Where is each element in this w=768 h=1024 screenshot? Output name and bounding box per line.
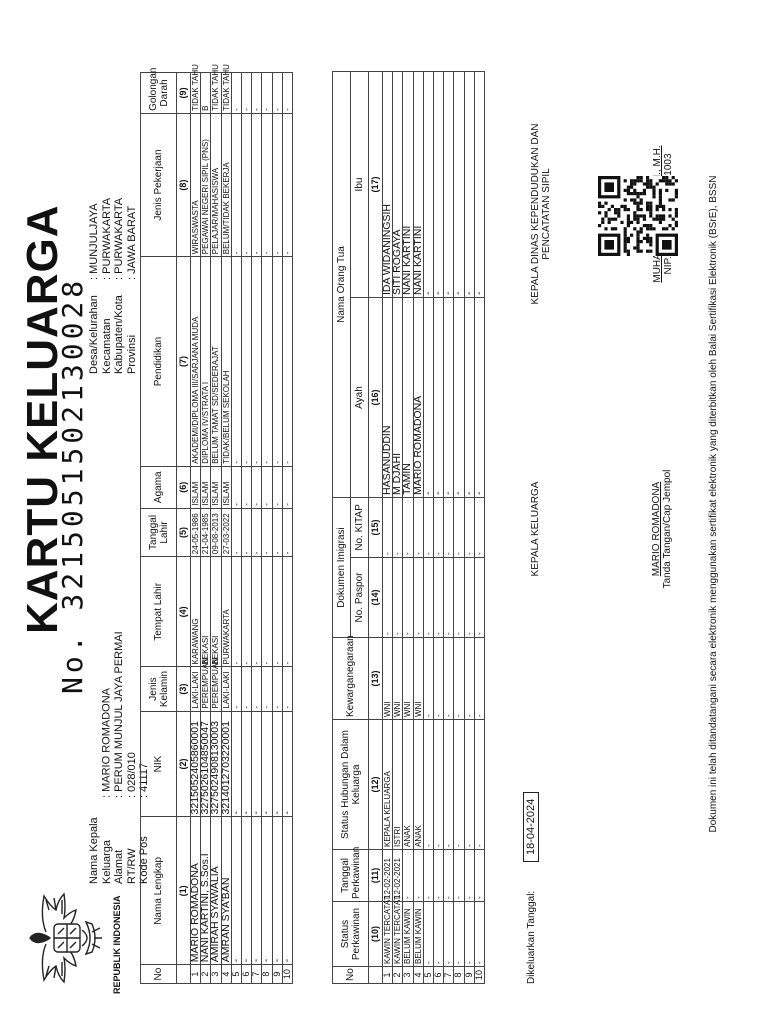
table-cell: - [231, 667, 241, 711]
t1-header: Golongan Darah [141, 73, 177, 114]
table-cell: - [252, 466, 262, 508]
table-cell: - [241, 667, 251, 711]
t1-header: Tempat Lahir [141, 557, 177, 667]
table-cell: AKADEMI/DIPLOMA III/SARJANA MUDA [191, 257, 201, 467]
kepala-keluarga-name: MARIO ROMADONA [651, 481, 662, 577]
table-row [211, 73, 221, 984]
t2-col-number: (14) [369, 558, 383, 638]
info-value: : JAWA BARAT [125, 205, 138, 280]
table-cell: - [423, 850, 433, 902]
table-row [191, 73, 201, 984]
info-label: Alamat [113, 849, 125, 884]
table-cell: - [454, 558, 464, 638]
republic-label: REPUBLIK INDONESIA [112, 895, 122, 994]
table-cell: - [444, 558, 454, 638]
table-cell: 2 [393, 967, 403, 984]
t2-col-number: (15) [369, 498, 383, 558]
table-cell: TIDAK TAHU [191, 73, 201, 114]
table-cell: - [241, 113, 251, 256]
garuda-emblem-icon [24, 892, 106, 984]
t2-col-number: (13) [369, 638, 383, 720]
table-cell: - [444, 498, 454, 558]
table-cell: - [474, 638, 484, 720]
t1-col-number: (4) [177, 557, 191, 667]
table-cell: 8 [454, 967, 464, 984]
table-row [413, 72, 423, 984]
t1-col-number: (1) [177, 817, 191, 965]
table-cell: - [262, 257, 272, 467]
table-cell: - [272, 73, 282, 114]
table-cell: - [282, 667, 292, 711]
table-cell: 5 [231, 965, 241, 984]
info-label: Provinsi [125, 334, 138, 374]
t1-col-number: (6) [177, 466, 191, 508]
info-row [113, 631, 126, 884]
table-cell: - [423, 298, 433, 498]
table-cell: BEKASI [201, 557, 211, 667]
table-cell: - [282, 508, 292, 557]
table-cell: - [464, 72, 474, 298]
table-cell: - [444, 72, 454, 298]
table-cell: PEREMPUAN [211, 667, 221, 711]
table-cell: - [272, 817, 282, 965]
t2-col-number: (11) [369, 850, 383, 902]
table-cell: - [454, 720, 464, 850]
t2-col-number: (16) [369, 298, 383, 498]
table-cell: - [262, 711, 272, 817]
table-cell: - [403, 498, 413, 558]
table-cell: 9 [272, 965, 282, 984]
table-cell: - [241, 711, 251, 817]
table-cell: 3275026104850047 [201, 711, 211, 817]
t1-col-number: (7) [177, 257, 191, 467]
family-card-number: No. 3215051502130028 [56, 276, 89, 694]
table-cell: - [272, 508, 282, 557]
table-cell: WNI [403, 638, 413, 720]
t2-header-kitap: No. KITAP [351, 498, 369, 558]
table-cell: - [241, 557, 251, 667]
table-cell: - [252, 667, 262, 711]
table-cell: TIDAK TAHU [221, 73, 231, 114]
table-row [383, 72, 393, 984]
table-row [201, 73, 211, 984]
kepala-dinas-label-2: PENCATATAN SIPIL [541, 168, 552, 260]
table-cell: - [262, 667, 272, 711]
table-cell: 6 [241, 965, 251, 984]
info-label: Desa/Kelurahan [88, 295, 100, 374]
table-cell: 3275024908130003 [211, 711, 221, 817]
t1-col-number: (9) [177, 73, 191, 114]
table-row [221, 73, 231, 984]
table-cell: 09-08-2013 [211, 508, 221, 557]
table-cell: - [393, 498, 403, 558]
table-cell: - [454, 72, 464, 298]
table-cell: 27-03-2022 [221, 508, 231, 557]
info-label: Kode Pos [138, 836, 150, 884]
table-cell: - [454, 850, 464, 902]
info-value: : 028/010 [125, 752, 138, 798]
table-cell: 5 [423, 967, 433, 984]
table-cell: - [433, 638, 443, 720]
t1-header: Jenis Kelamin [141, 667, 177, 711]
table-cell: ISTRI [393, 720, 403, 850]
info-value: : MARIO ROMADONA [100, 687, 113, 798]
table-cell: SITI ROGAYA [393, 72, 403, 298]
region-info [88, 198, 138, 374]
table-cell: - [282, 557, 292, 667]
table-cell: - [241, 73, 251, 114]
table-cell: - [433, 498, 443, 558]
table-cell: - [413, 498, 423, 558]
t2-header-tanggal: Tanggal Perkawinan [333, 850, 369, 902]
table-cell: 3 [211, 965, 221, 984]
table-cell: 2 [201, 965, 211, 984]
table-cell: - [444, 720, 454, 850]
table-cell: BELUM/TIDAK BEKERJA [221, 113, 231, 256]
info-row [113, 198, 126, 374]
table-cell: ISLAM [221, 466, 231, 508]
table-cell: - [252, 711, 262, 817]
t2-header-ibu: Ibu [351, 72, 369, 298]
info-row [126, 198, 139, 374]
info-row [126, 631, 139, 884]
t1-col-number: (8) [177, 113, 191, 256]
table-cell: - [474, 72, 484, 298]
table-cell: - [262, 466, 272, 508]
table-row [403, 72, 413, 984]
table-cell: - [423, 638, 433, 720]
t2-header-hubungan: Status Hubungan Dalam Keluarga [333, 720, 369, 850]
table-cell: - [444, 850, 454, 902]
t2-header-no: No [333, 967, 369, 984]
table-cell: 24-05-1986 [191, 508, 201, 557]
info-label: Kecamatan [100, 318, 113, 374]
issued-label: Dikeluarkan Tanggal: [526, 890, 537, 984]
table-row [444, 72, 454, 984]
table-cell: 6 [433, 967, 443, 984]
table-cell: - [444, 638, 454, 720]
table-cell: NANI KARTINI [413, 72, 423, 298]
table-cell: ISLAM [191, 466, 201, 508]
table-cell: - [231, 73, 241, 114]
table-cell: 4 [413, 967, 423, 984]
table-row [454, 72, 464, 984]
table-cell: - [474, 720, 484, 850]
table-cell: - [433, 902, 443, 967]
t2-header-kewarganegaraan: Kewarganegaraan [333, 638, 369, 720]
table-row [272, 73, 282, 984]
table-cell: - [474, 298, 484, 498]
table-cell: 3215052405860001 [191, 711, 201, 817]
info-row [88, 631, 113, 884]
table-cell: ISLAM [201, 466, 211, 508]
info-row [101, 198, 114, 374]
family-members-table [140, 64, 293, 984]
table-cell: - [433, 558, 443, 638]
table-cell: - [474, 850, 484, 902]
table-cell: - [262, 817, 272, 965]
info-label: Kabupaten/Kota [113, 295, 125, 374]
table-cell: - [252, 817, 262, 965]
table-cell: WIRASWASTA [191, 113, 201, 256]
table-cell: KEPALA KELUARGA [383, 720, 393, 850]
table-cell: - [433, 850, 443, 902]
t2-header-status: Status Perkawinan [333, 902, 369, 967]
t2-col-number: (10) [369, 902, 383, 967]
t2-col-number-blank [369, 967, 383, 984]
table-cell: - [282, 257, 292, 467]
table-cell: - [272, 466, 282, 508]
table-cell: - [231, 711, 241, 817]
table-cell: - [282, 113, 292, 256]
table-cell: TIDAK/BELUM SEKOLAH [221, 257, 231, 467]
table-cell: - [262, 73, 272, 114]
table-cell: 4 [221, 965, 231, 984]
table-cell: - [231, 466, 241, 508]
table-cell: KAWIN TERCATAT [393, 902, 403, 967]
table-cell: - [272, 557, 282, 667]
info-value: : PURWAKARTA [113, 197, 125, 280]
table-cell: NANI KARTINI [403, 72, 413, 298]
table-cell: PURWAKARTA [221, 557, 231, 667]
table-cell: - [433, 72, 443, 298]
t1-header: Jenis Pekerjaan [141, 113, 177, 256]
table-cell: PEREMPUAN [201, 667, 211, 711]
info-value: : PERUM MUNJUL JAYA PERMAI [113, 631, 125, 798]
table-cell: 10 [474, 967, 484, 984]
table-cell: - [231, 257, 241, 467]
table-cell: LAKI-LAKI [191, 667, 201, 711]
t1-header: Nama Lengkap [141, 817, 177, 965]
kepala-dinas-label-1: KEPALA DINAS KEPENDUDUKAN DAN [530, 123, 541, 305]
table-cell: NANI KARTINI, S.Sos.I [201, 817, 211, 965]
table-cell: - [444, 902, 454, 967]
table-cell: - [474, 558, 484, 638]
table-cell: ANAK [413, 720, 423, 850]
table-cell: DIPLOMA IV/STRATA I [201, 257, 211, 467]
table-cell: - [433, 720, 443, 850]
table-cell: LAKI-LAKI [221, 667, 231, 711]
table-cell: - [231, 817, 241, 965]
table-cell: M DJAHI [393, 298, 403, 498]
table-cell: - [272, 113, 282, 256]
info-value: : 41117 [138, 762, 150, 798]
table-row [282, 73, 292, 984]
table-cell: - [252, 508, 262, 557]
t2-header-dokumen: Dokumen Imigrasi [333, 498, 351, 638]
t2-header-paspor: No. Paspor [351, 558, 369, 638]
t1-header: Agama [141, 466, 177, 508]
table-cell: PELAJAR/MAHASISWA [211, 113, 221, 256]
table-cell: BELUM KAWIN [413, 902, 423, 967]
table-cell: - [423, 72, 433, 298]
table-cell: - [272, 667, 282, 711]
table-cell: BELUM TAMAT SD/SEDERAJAT [211, 257, 221, 467]
table-cell: - [464, 850, 474, 902]
table-cell: 3214012703220001 [221, 711, 231, 817]
table-cell: ISLAM [211, 466, 221, 508]
table-cell: - [464, 298, 474, 498]
table-cell: 7 [444, 967, 454, 984]
table-cell: MARIO ROMADONA [413, 298, 423, 498]
t1-col-number: (5) [177, 508, 191, 557]
table-cell: WNI [413, 638, 423, 720]
table-row [231, 73, 241, 984]
table-cell: - [403, 850, 413, 902]
t2-header-ayah: Ayah [351, 298, 369, 498]
table-cell: - [272, 257, 282, 467]
t1-header: Tanggal Lahir [141, 508, 177, 557]
table-cell: - [433, 298, 443, 498]
table-cell: BELUM KAWIN [403, 902, 413, 967]
t1-header: Pendidikan [141, 257, 177, 467]
table-cell: PEGAWAI NEGERI SIPIL (PNS) [201, 113, 211, 256]
table-row [262, 73, 272, 984]
table-row [252, 73, 262, 984]
table-cell: - [393, 558, 403, 638]
table-cell: - [241, 817, 251, 965]
table-cell: - [241, 466, 251, 508]
table-cell: - [413, 558, 423, 638]
table-cell: - [423, 720, 433, 850]
t1-col-number: (2) [177, 711, 191, 817]
table-cell: - [231, 557, 241, 667]
table-cell: - [464, 558, 474, 638]
table-cell: - [231, 113, 241, 256]
table-cell: - [241, 257, 251, 467]
table-cell: 8 [262, 965, 272, 984]
t2-col-number: (17) [369, 72, 383, 298]
t2-col-number: (12) [369, 720, 383, 850]
kepala-keluarga-block [530, 454, 673, 604]
table-cell: - [272, 711, 282, 817]
table-row [393, 72, 403, 984]
table-cell: BEKASI [211, 557, 221, 667]
table-cell: 3 [403, 967, 413, 984]
issued-date: 18-04-2024 [523, 792, 539, 862]
table-cell: TAMIN [403, 298, 413, 498]
table-cell: - [383, 558, 393, 638]
t1-col-number: (3) [177, 667, 191, 711]
table-cell: TIDAK TAHU [211, 73, 221, 114]
table-cell: - [423, 558, 433, 638]
table-cell: 1 [383, 967, 393, 984]
table-cell: - [231, 508, 241, 557]
table-cell: - [282, 73, 292, 114]
table-cell: - [252, 73, 262, 114]
table-cell: - [454, 498, 464, 558]
family-status-table [332, 71, 485, 984]
table-cell: - [474, 498, 484, 558]
table-cell: 12-02-2021 [393, 850, 403, 902]
table-cell: - [413, 850, 423, 902]
table-cell: MARIO ROMADONA [191, 817, 201, 965]
table-row [241, 73, 251, 984]
document-title: KARTU KELUARGA [18, 204, 67, 634]
t2-header-orangtua: Nama Orang Tua [333, 72, 351, 498]
table-cell: AMRAN SYA'BAN [221, 817, 231, 965]
table-row [474, 72, 484, 984]
table-cell: AMIRAH SYAWALIA [211, 817, 221, 965]
table-cell: 1 [191, 965, 201, 984]
table-cell: 12-02-2021 [383, 850, 393, 902]
table-cell: - [454, 902, 464, 967]
info-value: : MUNJULJAYA [88, 203, 100, 280]
table-cell: B [201, 73, 211, 114]
t1-header: NIK [141, 711, 177, 817]
table-cell: - [252, 557, 262, 667]
table-cell: WNI [383, 638, 393, 720]
table-cell: 7 [252, 965, 262, 984]
electronic-signature-disclaimer: Dokumen ini telah ditandatangani secara elektronik menggunakan sertifikat elektronik yang diterbitkan oleh Balai Sertifikasi Elektronik (BSrE), BSSN [708, 175, 719, 833]
table-cell: - [454, 298, 464, 498]
info-label: Nama Kepala Keluarga [88, 817, 113, 884]
table-row [423, 72, 433, 984]
table-cell: KAWIN TERCATAT [383, 902, 393, 967]
table-cell: - [454, 638, 464, 720]
t1-header: No [141, 965, 177, 984]
table-cell: KARAWANG [191, 557, 201, 667]
table-cell: - [252, 113, 262, 256]
info-label: RT/RW [125, 848, 138, 884]
table-cell: - [444, 298, 454, 498]
table-cell: - [464, 638, 474, 720]
table-cell: - [464, 720, 474, 850]
table-cell: - [282, 817, 292, 965]
table-cell: - [383, 498, 393, 558]
table-cell: - [474, 902, 484, 967]
table-cell: - [423, 498, 433, 558]
table-cell: ANAK [403, 720, 413, 850]
table-cell: 21-04-1985 [201, 508, 211, 557]
t1-col-number [177, 965, 191, 984]
table-row [433, 72, 443, 984]
table-cell: HASANUDDIN [383, 298, 393, 498]
table-cell: 10 [282, 965, 292, 984]
issued-date-block [525, 792, 537, 984]
table-cell: - [464, 498, 474, 558]
table-cell: - [241, 508, 251, 557]
table-cell: - [403, 558, 413, 638]
kepala-keluarga-label: KEPALA KELUARGA [530, 481, 541, 577]
table-cell: - [262, 508, 272, 557]
table-cell: - [262, 557, 272, 667]
table-cell: - [282, 466, 292, 508]
table-cell: WNI [393, 638, 403, 720]
table-cell: - [464, 902, 474, 967]
table-row [464, 72, 474, 984]
qr-code-icon [598, 176, 678, 256]
table-cell: 9 [464, 967, 474, 984]
table-cell: - [282, 711, 292, 817]
table-cell: - [262, 113, 272, 256]
table-cell: - [252, 257, 262, 467]
info-row [88, 198, 101, 374]
table-cell: - [423, 902, 433, 967]
info-value: : PURWAKARTA [100, 197, 113, 280]
kepala-keluarga-sign-label: Tanda Tangan/Cap Jempol [662, 469, 673, 589]
table-cell: IDA WIDANINGSIH [383, 72, 393, 298]
